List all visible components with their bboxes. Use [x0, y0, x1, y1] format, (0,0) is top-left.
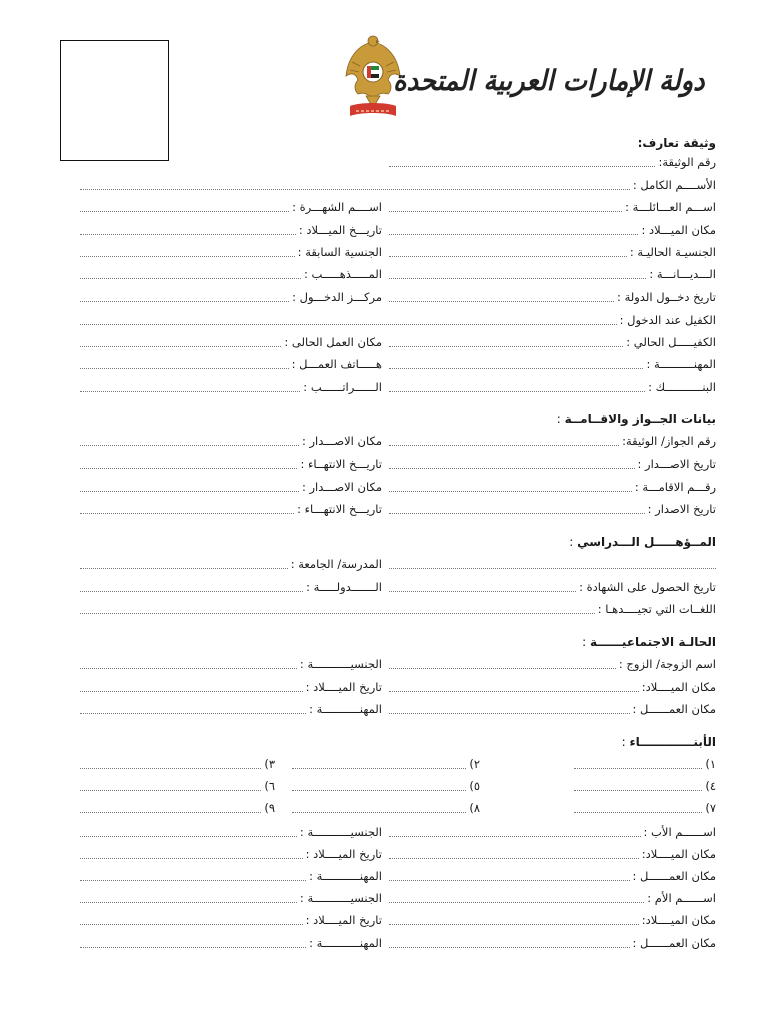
education-heading-colon: : [569, 535, 574, 549]
children-heading: الأبنـــــــــــــاء [629, 735, 716, 749]
entry-date-label: تاريخ دخــول الدولة : [617, 290, 716, 304]
child-6-line[interactable] [80, 781, 261, 791]
religion-line[interactable] [389, 269, 646, 279]
row-mother-birth [0, 913, 768, 927]
father-workplace-line[interactable] [389, 871, 630, 881]
work-phone-field[interactable] [80, 357, 382, 371]
mother-birth-place-line[interactable] [389, 915, 639, 925]
spouse-nationality-label: الجنسيـــــــــــة : [299, 657, 382, 671]
birth-place-label: مكان الميـــلاد : [641, 223, 716, 237]
previous-nationality-field[interactable] [80, 245, 382, 259]
current-sponsor-label: الكفيـــــل الحالي : [626, 335, 716, 349]
school-field[interactable] [80, 557, 382, 571]
row-sponsor-current [0, 335, 768, 349]
passport-expiry-date-line[interactable] [80, 459, 297, 469]
child-9-line[interactable] [80, 803, 261, 813]
spouse-nationality-line[interactable] [80, 659, 297, 669]
father-profession-label: المهنـــــــــــة : [309, 869, 382, 883]
country-label: الـــــــدولـــــة : [306, 580, 382, 594]
current-workplace-line[interactable] [80, 337, 281, 347]
row-passport-number [0, 434, 768, 448]
spouse-workplace-label: مكان العمــــــل : [632, 702, 716, 716]
spouse-birth-date-field[interactable] [80, 680, 382, 694]
residence-expiry-date-line[interactable] [80, 504, 294, 514]
spouse-nationality-field[interactable] [80, 657, 382, 671]
country-title: دولة الإمارات العربية المتحدة [393, 64, 705, 97]
spouse-birth-place-field[interactable] [389, 680, 716, 694]
entry-point-label: مركـــز الدخـــول : [292, 290, 382, 304]
mother-workplace-line[interactable] [389, 938, 630, 948]
birth-date-label: تاريـــخ الميـــلاد : [298, 223, 382, 237]
mother-profession-line[interactable] [80, 938, 306, 948]
row-bank [0, 380, 768, 394]
child-6-field[interactable] [80, 779, 275, 793]
passport-issue-place-line[interactable] [80, 436, 299, 446]
mother-name-field[interactable] [389, 891, 716, 905]
sect-field[interactable] [80, 267, 382, 281]
child-4-line[interactable] [574, 781, 702, 791]
child-1-number: ١) [705, 757, 716, 771]
residence-number-line[interactable] [389, 482, 632, 492]
passport-expiry-date-field[interactable] [80, 457, 382, 471]
profession-line[interactable] [389, 359, 643, 369]
row-spouse-work [0, 702, 768, 716]
mother-nationality-line[interactable] [80, 893, 297, 903]
row-passport-dates [0, 457, 768, 471]
social-section-heading [582, 635, 716, 649]
mother-workplace-label: مكان العمــــــل : [632, 936, 716, 950]
social-heading: الحالـة الاجتماعيــــــة [590, 635, 716, 649]
father-birth-place-line[interactable] [389, 849, 639, 859]
child-8-number: ٨) [469, 801, 480, 815]
nickname-field[interactable] [80, 200, 382, 214]
entry-point-field[interactable] [80, 290, 382, 304]
father-nationality-line[interactable] [80, 827, 297, 837]
father-workplace-field[interactable] [389, 869, 716, 883]
current-sponsor-line[interactable] [389, 337, 623, 347]
child-3-field[interactable] [80, 757, 275, 771]
father-birth-date-line[interactable] [80, 849, 303, 859]
mother-birth-date-line[interactable] [80, 915, 303, 925]
birth-date-field[interactable] [80, 223, 382, 237]
child-5-field[interactable] [292, 779, 480, 793]
child-5-number: ٥) [469, 779, 480, 793]
child-7-field[interactable] [574, 801, 716, 815]
religion-label: الـــديـــانـــة : [649, 267, 716, 281]
full-name-line[interactable] [80, 180, 630, 190]
row-full-name [0, 178, 768, 192]
residence-issue-date-label: تاريخ الاصدار : [647, 502, 716, 516]
passport-issue-place-field[interactable] [80, 434, 382, 448]
entry-point-line[interactable] [80, 292, 289, 302]
father-workplace-label: مكان العمــــــل : [632, 869, 716, 883]
father-profession-line[interactable] [80, 871, 306, 881]
child-3-number: ٣) [264, 757, 275, 771]
row-birth [0, 223, 768, 237]
child-3-line[interactable] [80, 759, 261, 769]
residence-issue-place-label: مكان الاصـــدار : [301, 480, 382, 494]
current-workplace-label: مكان العمل الحالى : [284, 335, 382, 349]
profession-field[interactable] [389, 357, 716, 371]
father-profession-field[interactable] [80, 869, 382, 883]
children-section-heading [622, 735, 716, 749]
profession-label: المهنــــــــــة : [646, 357, 716, 371]
education-heading: المــؤهـــــل الـــدراسي [577, 535, 716, 549]
row-school [0, 557, 768, 571]
birth-place-field[interactable] [389, 223, 716, 237]
doc-number-label: رقم الوثيقة: [658, 155, 716, 169]
row-father-name [0, 825, 768, 839]
entry-date-field[interactable] [389, 290, 716, 304]
child-9-number: ٩) [264, 801, 275, 815]
certificate-date-label: تاريخ الحصول على الشهادة : [579, 580, 716, 594]
row-spouse-name [0, 657, 768, 671]
previous-nationality-label: الجنسية السابقة : [297, 245, 382, 259]
residence-number-label: رقـــم الاقامـــة : [634, 480, 716, 494]
mother-profession-field[interactable] [80, 936, 382, 950]
current-sponsor-field[interactable] [389, 335, 716, 349]
row-nationality [0, 245, 768, 259]
doc-number-line[interactable] [389, 157, 655, 167]
mother-name-label: اســــــم الأم : [647, 891, 716, 905]
work-phone-line[interactable] [80, 359, 289, 369]
child-6-number: ٦) [264, 779, 275, 793]
sect-line[interactable] [80, 269, 301, 279]
sect-label: المـــــذهـــــب : [304, 267, 382, 281]
child-2-number: ٢) [469, 757, 480, 771]
languages-line[interactable] [80, 604, 595, 614]
child-9-field[interactable] [80, 801, 275, 815]
passport-number-field[interactable] [389, 434, 716, 448]
languages-label: اللغــات التي تجيــــدهـا : [597, 602, 716, 616]
passport-expiry-date-label: تاريـــخ الانتهــاء : [300, 457, 382, 471]
father-birth-date-label: تاريخ الميــــلاد : [305, 847, 382, 861]
residence-issue-date-field[interactable] [389, 502, 716, 516]
passport-issue-date-line[interactable] [389, 459, 635, 469]
father-birth-date-field[interactable] [80, 847, 382, 861]
spouse-birth-date-label: تاريخ الميــــلاد : [305, 680, 382, 694]
row-residence-dates [0, 502, 768, 516]
mother-nationality-label: الجنسيـــــــــــة : [299, 891, 382, 905]
salary-field[interactable] [80, 380, 382, 394]
spouse-profession-line[interactable] [80, 704, 306, 714]
spouse-birth-place-line[interactable] [389, 682, 639, 692]
current-nationality-line[interactable] [389, 247, 627, 257]
residence-expiry-date-field[interactable] [80, 502, 382, 516]
family-name-label: اســـم العـــائلـــة : [625, 200, 716, 214]
row-father-birth [0, 847, 768, 861]
birth-place-line[interactable] [389, 225, 638, 235]
salary-line[interactable] [80, 382, 300, 392]
birth-date-line[interactable] [80, 225, 296, 235]
certificate-date-line[interactable] [389, 582, 576, 592]
entry-date-line[interactable] [389, 292, 614, 302]
doc-number-field[interactable] [389, 155, 716, 169]
child-7-number: ٧) [705, 801, 716, 815]
nickname-line[interactable] [80, 202, 289, 212]
row-profession [0, 357, 768, 371]
photo-box [60, 40, 169, 161]
spouse-workplace-line[interactable] [389, 704, 630, 714]
full-name-label: الأســــم الكامل : [632, 178, 716, 192]
row-religion [0, 267, 768, 281]
child-2-line[interactable] [292, 759, 466, 769]
row-children-3 [0, 801, 768, 815]
salary-label: الــــــراتــــــب : [303, 380, 382, 394]
passport-section-heading [557, 412, 716, 426]
spouse-name-line[interactable] [389, 659, 616, 669]
spouse-birth-place-label: مكان الميــــلاد: [641, 680, 716, 694]
child-5-line[interactable] [292, 781, 466, 791]
mother-workplace-field[interactable] [389, 936, 716, 950]
country-title-block [393, 52, 705, 114]
mother-profession-label: المهنـــــــــــة : [309, 936, 382, 950]
spouse-name-label: اسم الزوجة/ الزوج : [618, 657, 716, 671]
document-title: وثيقة تعارف: [637, 136, 716, 150]
residence-issue-place-line[interactable] [80, 482, 299, 492]
father-name-line[interactable] [389, 827, 641, 837]
work-phone-label: هـــــاتف العمـــل : [291, 357, 382, 371]
full-name-field[interactable] [80, 178, 716, 192]
father-nationality-label: الجنسيـــــــــــة : [299, 825, 382, 839]
languages-field[interactable] [80, 602, 716, 616]
children-heading-colon: : [621, 735, 626, 749]
row-certificate [0, 580, 768, 594]
country-field[interactable] [80, 580, 382, 594]
father-birth-place-field[interactable] [389, 847, 716, 861]
school-line[interactable] [80, 559, 288, 569]
spouse-profession-field[interactable] [80, 702, 382, 716]
family-name-line[interactable] [389, 202, 622, 212]
education-section-heading [569, 535, 716, 549]
father-name-field[interactable] [389, 825, 716, 839]
father-birth-place-label: مكان الميــــلاد: [641, 847, 716, 861]
child-7-line[interactable] [574, 803, 702, 813]
row-children-2 [0, 779, 768, 793]
mother-birth-place-label: مكان الميــــلاد: [641, 913, 716, 927]
school-label: المدرسة/ الجامعة : [290, 557, 382, 571]
spouse-profession-label: المهنـــــــــــة : [309, 702, 382, 716]
row-residence-number [0, 480, 768, 494]
sponsor-at-entry-field[interactable] [80, 313, 716, 327]
sponsor-at-entry-line[interactable] [80, 315, 617, 325]
mother-birth-date-label: تاريخ الميــــلاد : [305, 913, 382, 927]
row-spouse-birth [0, 680, 768, 694]
nickname-label: اســــم الشهـــرة : [292, 200, 382, 214]
child-1-line[interactable] [574, 759, 702, 769]
passport-issue-date-field[interactable] [389, 457, 716, 471]
bank-field[interactable] [389, 380, 716, 394]
mother-birth-date-field[interactable] [80, 913, 382, 927]
current-workplace-field[interactable] [80, 335, 382, 349]
residence-issue-date-line[interactable] [389, 504, 645, 514]
spouse-workplace-field[interactable] [389, 702, 716, 716]
child-8-line[interactable] [292, 803, 466, 813]
row-children-1 [0, 757, 768, 771]
father-name-label: اســــــم الأب : [643, 825, 716, 839]
child-4-number: ٤) [705, 779, 716, 793]
passport-heading: بيانات الجــواز والاقــامــة [564, 412, 716, 426]
row-father-work [0, 869, 768, 883]
previous-nationality-line[interactable] [80, 247, 295, 257]
country-line[interactable] [80, 582, 303, 592]
row-mother-work [0, 936, 768, 950]
social-heading-colon: : [582, 635, 587, 649]
row-entry [0, 290, 768, 304]
passport-number-label: رقم الجواز/ الوثيقة: [622, 434, 716, 448]
passport-issue-place-label: مكان الاصـــدار : [301, 434, 382, 448]
row-doc-number [0, 155, 768, 169]
school-extra-field[interactable] [389, 557, 716, 571]
child-4-field[interactable] [574, 779, 716, 793]
mother-birth-place-field[interactable] [389, 913, 716, 927]
bank-label: البنـــــــــــك : [648, 380, 716, 394]
row-languages [0, 602, 768, 616]
row-mother-name [0, 891, 768, 905]
child-2-field[interactable] [292, 757, 480, 771]
passport-issue-date-label: تاريخ الاصـــدار : [637, 457, 716, 471]
spouse-birth-date-line[interactable] [80, 682, 303, 692]
school-extra-line[interactable] [389, 559, 716, 569]
row-family-name [0, 200, 768, 214]
child-8-field[interactable] [292, 801, 480, 815]
religion-field[interactable] [389, 267, 716, 281]
mother-name-line[interactable] [389, 893, 644, 903]
residence-expiry-date-label: تاريـــخ الانتهـــاء : [297, 502, 382, 516]
residence-issue-place-field[interactable] [80, 480, 382, 494]
row-sponsor-entry [0, 313, 768, 327]
father-nationality-field[interactable] [80, 825, 382, 839]
passport-heading-colon: : [556, 412, 561, 426]
family-name-field[interactable] [389, 200, 716, 214]
child-1-field[interactable] [574, 757, 716, 771]
mother-nationality-field[interactable] [80, 891, 382, 905]
bank-line[interactable] [389, 382, 645, 392]
spouse-name-field[interactable] [389, 657, 716, 671]
sponsor-at-entry-label: الكفيل عند الدخول : [619, 313, 716, 327]
residence-number-field[interactable] [389, 480, 716, 494]
passport-number-line[interactable] [389, 436, 619, 446]
current-nationality-field[interactable] [389, 245, 716, 259]
certificate-date-field[interactable] [389, 580, 716, 594]
current-nationality-label: الجنسيـة الحاليـة : [629, 245, 716, 259]
